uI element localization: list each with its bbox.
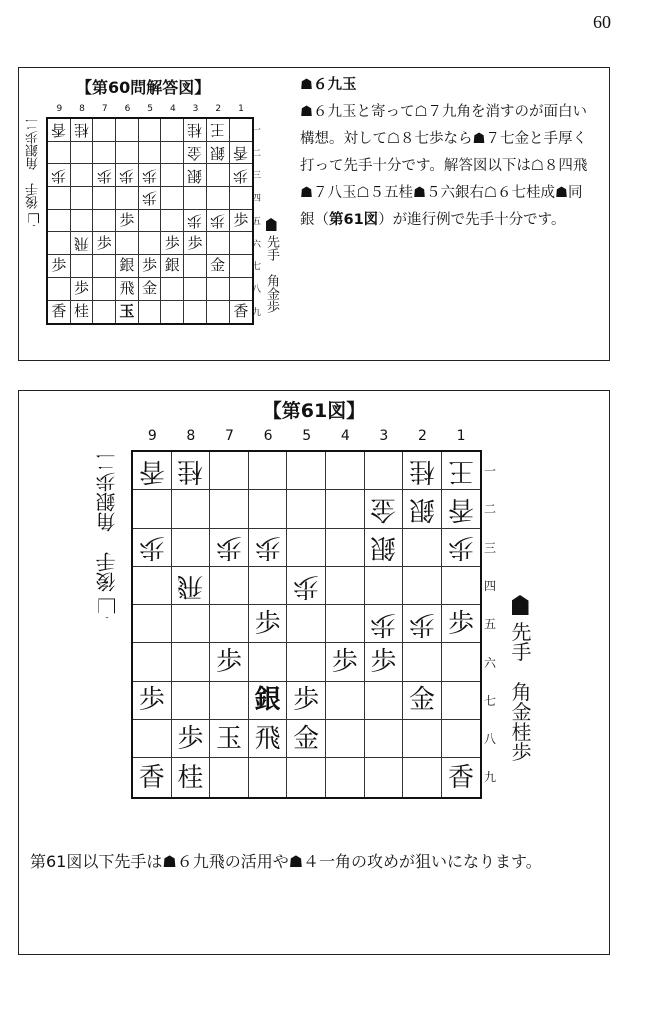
- sente-piece: 金: [142, 279, 158, 298]
- board-square: [172, 452, 211, 490]
- board-square: [326, 567, 365, 605]
- board-square: [326, 758, 365, 796]
- board-square: [48, 301, 71, 324]
- sente-piece: 歩: [119, 211, 135, 230]
- board-square: [48, 255, 71, 278]
- gote-piece: 歩: [370, 608, 397, 639]
- board-square: [442, 643, 481, 681]
- gote-piece: 王: [448, 455, 475, 486]
- board-square: [133, 490, 172, 528]
- large-rank: 三: [484, 540, 497, 555]
- board-square: [230, 210, 253, 233]
- figure60-gote-hand-text: 後手 角銀歩二: [26, 118, 41, 209]
- gote-piece: 歩: [293, 570, 320, 601]
- large-file: 1: [456, 428, 466, 444]
- sente-piece: 歩: [96, 233, 112, 252]
- board-square: [442, 758, 481, 796]
- board-square: [133, 567, 172, 605]
- large-file: 8: [186, 428, 196, 444]
- board-square: [207, 255, 230, 278]
- board-square: [287, 758, 326, 796]
- sente-piece: 歩: [254, 608, 281, 639]
- small-file: 4: [169, 104, 176, 114]
- board-square: [93, 142, 116, 165]
- gote-piece: 銀: [187, 166, 203, 185]
- board-square: [442, 605, 481, 643]
- board-square: [249, 529, 288, 567]
- sente-piece: 銀: [119, 256, 135, 275]
- board-square: [207, 142, 230, 165]
- board-square: [210, 758, 249, 796]
- gote-piece: 金: [187, 144, 203, 163]
- small-rank: 九: [252, 307, 262, 318]
- board-square: [71, 278, 94, 301]
- board-square: [139, 187, 162, 210]
- sente-piece: 香: [51, 302, 67, 321]
- board-square: [116, 301, 139, 324]
- small-file: 7: [101, 104, 108, 114]
- small-file: 5: [147, 104, 153, 114]
- board-square: [133, 758, 172, 796]
- board-square: [230, 119, 253, 142]
- gote-piece: 香: [448, 493, 475, 524]
- sente-piece: 歩: [233, 211, 249, 230]
- large-file: 9: [147, 428, 157, 444]
- sente-piece: 歩: [138, 685, 165, 716]
- board-square: [326, 529, 365, 567]
- board-square: [442, 490, 481, 528]
- large-file: 4: [340, 428, 350, 444]
- gote-piece: 歩: [187, 212, 203, 231]
- gote-marker-icon: [99, 598, 116, 618]
- sente-piece: 桂: [74, 302, 90, 321]
- gote-piece: 歩: [142, 189, 158, 208]
- board-square: [71, 210, 94, 233]
- board-square: [207, 232, 230, 255]
- board-square: [207, 210, 230, 233]
- large-file: 6: [263, 428, 273, 444]
- board-square: [93, 301, 116, 324]
- board-square: [184, 278, 207, 301]
- board-square: [172, 758, 211, 796]
- board-square: [161, 210, 184, 233]
- board-square: [139, 278, 162, 301]
- board-square: [172, 643, 211, 681]
- board-square: [365, 643, 404, 681]
- board-square: [249, 567, 288, 605]
- board-square: [442, 720, 481, 758]
- board-square: [249, 490, 288, 528]
- gote-piece: 香: [51, 121, 67, 140]
- board-square: [442, 452, 481, 490]
- commentary-body-1: ☗６九玉と寄って☖７九角を消すのが面白い構想。対して☖８七歩なら☗７七金と手厚く打って先手十分です。解答図以下は☖８四飛☗７八玉☖５五桂☗５六銀右☖６七桂成☗同銀（: [300, 104, 588, 228]
- sente-piece: 歩: [177, 723, 204, 754]
- board-square: [249, 605, 288, 643]
- large-file: 3: [379, 428, 389, 444]
- board-square: [287, 720, 326, 758]
- board-square: [403, 452, 442, 490]
- gote-piece: 歩: [96, 166, 112, 185]
- board-square: [207, 278, 230, 301]
- figure61-commentary: 第61図以下先手は☗６九飛の活用や☗４一角の攻めが狙いになります。: [30, 852, 542, 871]
- board-square: [184, 142, 207, 165]
- sente-piece: 金: [293, 723, 320, 754]
- board-square: [161, 164, 184, 187]
- gote-piece: 王: [210, 121, 226, 140]
- gote-piece: 歩: [51, 166, 67, 185]
- gote-piece: 桂: [408, 455, 435, 486]
- board-square: [403, 529, 442, 567]
- board-square: [139, 164, 162, 187]
- board-square: [287, 643, 326, 681]
- gote-piece: 銀: [210, 144, 226, 163]
- gote-piece: 歩: [210, 212, 226, 231]
- gote-piece: 歩: [448, 532, 475, 563]
- board-square: [71, 232, 94, 255]
- board-square: [172, 490, 211, 528]
- board-square: [230, 164, 253, 187]
- board-square: [210, 529, 249, 567]
- board-square: [139, 210, 162, 233]
- board-square: [93, 278, 116, 301]
- board-square: [207, 119, 230, 142]
- small-rank: 三: [252, 171, 262, 182]
- board-square: [184, 232, 207, 255]
- board-square: [365, 682, 404, 720]
- board-square: [365, 605, 404, 643]
- large-rank: 七: [484, 693, 497, 708]
- sente-piece: 金: [210, 256, 226, 275]
- large-rank: 五: [484, 617, 497, 632]
- small-file: 3: [192, 104, 199, 114]
- board-square: [116, 232, 139, 255]
- board-square: [210, 682, 249, 720]
- commentary-body-2: ）が進行例で先手十分です。: [378, 212, 566, 228]
- board-square: [403, 720, 442, 758]
- board-square: [184, 187, 207, 210]
- board-square: [442, 567, 481, 605]
- board-square: [326, 605, 365, 643]
- small-file: 2: [215, 104, 222, 114]
- gote-piece: 銀: [370, 532, 397, 563]
- board-square: [249, 682, 288, 720]
- board-square: [249, 758, 288, 796]
- board-square: [48, 232, 71, 255]
- board-square: [48, 142, 71, 165]
- board-square: [93, 119, 116, 142]
- gote-piece: 香: [233, 144, 249, 163]
- large-file: 7: [225, 428, 234, 444]
- sente-piece: 歩: [74, 279, 90, 298]
- gote-piece: 桂: [74, 121, 90, 140]
- sente-piece: 歩: [215, 647, 242, 678]
- sente-piece: 歩: [187, 233, 203, 252]
- figure61-gote-hand: [92, 452, 121, 618]
- board-square: [287, 567, 326, 605]
- board-square: [249, 720, 288, 758]
- board-square: [403, 643, 442, 681]
- board-square: [249, 452, 288, 490]
- board-square: [365, 567, 404, 605]
- sente-marker-icon: [512, 595, 529, 615]
- gote-piece: 香: [138, 455, 165, 486]
- board-square: [287, 452, 326, 490]
- small-rank: 五: [252, 216, 262, 227]
- gote-piece: 金: [370, 493, 397, 524]
- board-square: [184, 210, 207, 233]
- figure61-title: 【第61図】: [262, 400, 366, 422]
- board-square: [172, 720, 211, 758]
- board-square: [71, 164, 94, 187]
- board-square: [172, 682, 211, 720]
- board-square: [48, 210, 71, 233]
- board-square: [184, 164, 207, 187]
- large-rank: 一: [484, 464, 497, 478]
- board-square: [48, 164, 71, 187]
- board-square: [161, 232, 184, 255]
- board-square: [230, 301, 253, 324]
- figure60-gote-hand: [24, 118, 43, 226]
- board-square: [287, 490, 326, 528]
- gote-piece: 歩: [408, 608, 435, 639]
- sente-piece: 歩: [448, 608, 475, 639]
- board-square: [210, 720, 249, 758]
- board-square: [93, 210, 116, 233]
- board-square: [230, 232, 253, 255]
- board-square: [207, 164, 230, 187]
- sente-piece: 香: [233, 302, 249, 321]
- small-file: 9: [56, 104, 63, 114]
- board-square: [116, 278, 139, 301]
- board-square: [133, 720, 172, 758]
- board-square: [133, 643, 172, 681]
- figure60-sente-hand: [262, 218, 281, 313]
- board-square: [71, 142, 94, 165]
- small-rank: 八: [252, 284, 262, 295]
- board-square: [403, 682, 442, 720]
- large-file: 5: [302, 428, 312, 444]
- board-square: [133, 682, 172, 720]
- board-square: [207, 301, 230, 324]
- gote-piece: 桂: [187, 121, 203, 140]
- gote-piece: 歩: [138, 532, 165, 563]
- gote-piece: 歩: [254, 532, 281, 563]
- sente-piece: 香: [138, 762, 165, 793]
- board-square: [365, 758, 404, 796]
- figure61-gote-hand-text: 後手 角銀歩二: [95, 452, 119, 592]
- board-square: [287, 682, 326, 720]
- board-square: [48, 187, 71, 210]
- sente-piece: 歩: [142, 256, 158, 275]
- board-square: [442, 529, 481, 567]
- page-number: 60: [593, 12, 611, 32]
- board-square: [161, 278, 184, 301]
- small-rank: 四: [252, 194, 262, 205]
- board-square: [93, 187, 116, 210]
- small-file: 6: [124, 104, 131, 114]
- board-square: [326, 490, 365, 528]
- board-square: [365, 529, 404, 567]
- small-rank: 六: [252, 239, 262, 250]
- board-square: [326, 643, 365, 681]
- gote-piece: 桂: [177, 455, 204, 486]
- board-square: [116, 187, 139, 210]
- board-square: [93, 255, 116, 278]
- board-square: [210, 490, 249, 528]
- board-square: [403, 605, 442, 643]
- board-square: [326, 682, 365, 720]
- large-rank: 九: [484, 770, 497, 785]
- board-square: [71, 255, 94, 278]
- board-square: [210, 643, 249, 681]
- large-rank: 二: [484, 502, 497, 517]
- board-square: [230, 187, 253, 210]
- board-square: [116, 119, 139, 142]
- small-file: 8: [79, 104, 85, 114]
- small-file: 1: [238, 104, 244, 114]
- gote-marker-icon: [29, 213, 40, 226]
- commentary-figure-ref: 第61図: [329, 212, 379, 228]
- gote-piece: 飛: [177, 570, 204, 601]
- board-square: [184, 255, 207, 278]
- large-rank: 六: [484, 655, 497, 670]
- sente-piece: 歩: [164, 233, 180, 252]
- small-rank: 七: [252, 262, 262, 273]
- large-rank: 四: [484, 578, 497, 593]
- sente-piece: 銀: [254, 685, 281, 716]
- board-square: [184, 301, 207, 324]
- sente-piece: 玉: [119, 302, 135, 321]
- board-square: [403, 758, 442, 796]
- sente-piece: 金: [408, 685, 435, 716]
- board-square: [326, 720, 365, 758]
- large-rank: 八: [484, 732, 497, 747]
- sente-piece: 飛: [254, 723, 281, 754]
- board-square: [161, 119, 184, 142]
- board-square: [116, 210, 139, 233]
- large-file: 2: [418, 428, 427, 444]
- board-square: [230, 278, 253, 301]
- sente-piece: 歩: [370, 647, 397, 678]
- sente-piece: 歩: [331, 647, 358, 678]
- gote-piece: 歩: [119, 166, 135, 185]
- board-square: [71, 187, 94, 210]
- figure60-board: [46, 117, 254, 325]
- answer-move-heading: ☗６九玉: [300, 77, 357, 93]
- board-square: [161, 301, 184, 324]
- board-square: [116, 255, 139, 278]
- gote-piece: 歩: [142, 166, 158, 185]
- gote-piece: 歩: [233, 166, 249, 185]
- board-square: [210, 452, 249, 490]
- board-square: [161, 187, 184, 210]
- sente-marker-icon: [266, 218, 277, 231]
- small-rank: 一: [252, 126, 262, 136]
- gote-piece: 歩: [215, 532, 242, 563]
- board-square: [210, 605, 249, 643]
- sente-piece: 歩: [293, 685, 320, 716]
- board-square: [365, 490, 404, 528]
- figure61-sente-hand-text: 先手 角金桂歩: [508, 621, 532, 762]
- board-square: [172, 567, 211, 605]
- figure60-title: 【第60問解答図】: [76, 78, 211, 97]
- board-square: [210, 567, 249, 605]
- board-square: [249, 643, 288, 681]
- board-square: [139, 255, 162, 278]
- board-square: [48, 278, 71, 301]
- gote-piece: 飛: [74, 234, 90, 253]
- board-square: [116, 164, 139, 187]
- board-square: [93, 232, 116, 255]
- board-square: [365, 452, 404, 490]
- board-square: [403, 490, 442, 528]
- sente-piece: 桂: [177, 762, 204, 793]
- board-square: [172, 605, 211, 643]
- board-square: [230, 142, 253, 165]
- board-square: [230, 255, 253, 278]
- board-square: [71, 119, 94, 142]
- sente-piece: 歩: [51, 256, 67, 275]
- figure61-board: [131, 450, 482, 799]
- board-square: [207, 187, 230, 210]
- board-square: [139, 301, 162, 324]
- sente-piece: 飛: [119, 279, 135, 298]
- board-square: [133, 452, 172, 490]
- board-square: [161, 255, 184, 278]
- board-square: [133, 529, 172, 567]
- board-square: [48, 119, 71, 142]
- board-square: [326, 452, 365, 490]
- small-rank: 二: [252, 148, 262, 159]
- board-square: [403, 567, 442, 605]
- sente-piece: 玉: [215, 723, 242, 754]
- board-square: [71, 301, 94, 324]
- sente-piece: 香: [448, 762, 475, 793]
- sente-piece: 銀: [164, 256, 180, 275]
- board-square: [365, 720, 404, 758]
- board-square: [161, 142, 184, 165]
- gote-piece: 銀: [408, 493, 435, 524]
- board-square: [133, 605, 172, 643]
- board-square: [287, 529, 326, 567]
- board-square: [116, 142, 139, 165]
- board-square: [139, 119, 162, 142]
- figure60-commentary: [300, 72, 592, 234]
- board-square: [287, 605, 326, 643]
- board-square: [139, 142, 162, 165]
- board-square: [93, 164, 116, 187]
- board-square: [184, 119, 207, 142]
- board-square: [172, 529, 211, 567]
- board-square: [442, 682, 481, 720]
- figure60-sente-hand-text: 先手 角金歩: [264, 235, 279, 314]
- board-square: [139, 232, 162, 255]
- figure61-sente-hand: [506, 595, 535, 761]
